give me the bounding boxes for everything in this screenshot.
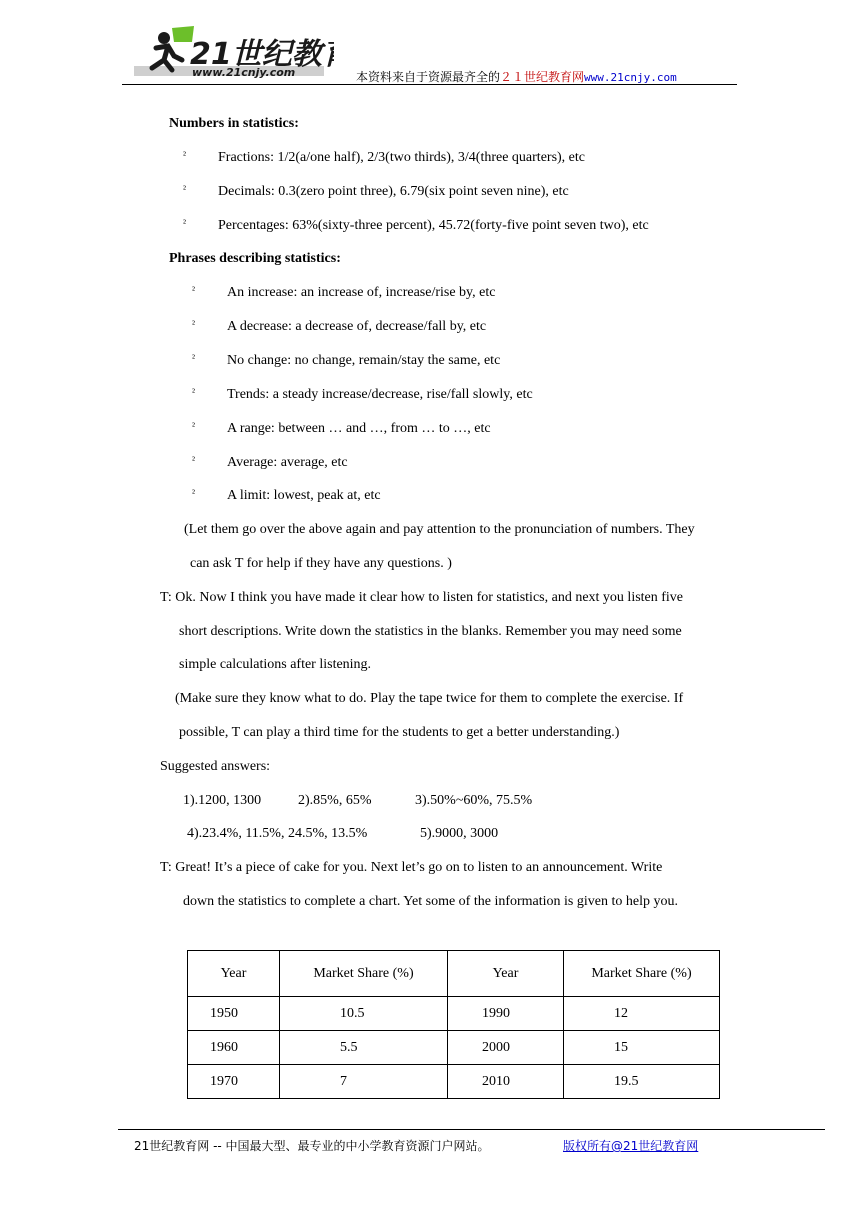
list-item: Percentages: 63%(sixty-three percent), 45.72(forty-five point seven two), etc [218, 218, 649, 233]
list-item: Average: average, etc [227, 455, 348, 470]
bullet-icon: ² [192, 387, 195, 398]
teacher-line: short descriptions. Write down the statistics in the blanks. Remember you may need some [179, 624, 682, 639]
footer-divider [118, 1129, 825, 1130]
logo-url: www.21cnjy.com [192, 66, 296, 79]
bullet-icon: ² [192, 353, 195, 364]
site-logo [134, 20, 334, 84]
teacher-line: T: Ok. Now I think you have made it clear how to listen for statistics, and next you listen five [160, 590, 684, 605]
teacher-line: T: Great! It’s a piece of cake for you. Next let’s go on to listen to an announcement. Write [160, 860, 663, 875]
teacher-line: simple calculations after listening. [179, 657, 372, 672]
table-header-cell: Year [448, 951, 564, 997]
bullet-icon: ² [192, 455, 195, 466]
list-item: A limit: lowest, peak at, etc [227, 488, 381, 503]
bullet-icon: ² [192, 488, 195, 499]
section-heading-numbers: Numbers in statistics: [169, 116, 299, 131]
table-cell: 19.5 [564, 1065, 720, 1099]
suggested-answers-label: Suggested answers: [160, 759, 271, 774]
header-note [356, 68, 677, 85]
footer-text: 21世纪教育网 -- 中国最大型、最专业的中小学教育资源门户网站。 [134, 1139, 490, 1153]
table-cell: 1950 [188, 997, 280, 1031]
table-cell: 7 [280, 1065, 448, 1099]
header-note-url[interactable]: www.21cnjy.com [584, 71, 677, 84]
table-cell: 2010 [448, 1065, 564, 1099]
list-item: A range: between … and …, from … to …, etc [227, 421, 491, 436]
market-share-table [187, 950, 720, 1099]
teacher-note: (Make sure they know what to do. Play the tape twice for them to complete the exercise. If [175, 691, 684, 706]
bullet-icon: ² [183, 150, 186, 161]
answer: 4).23.4%, 11.5%, 24.5%, 13.5% [187, 826, 368, 841]
table-cell: 5.5 [280, 1031, 448, 1065]
table-cell: 2000 [448, 1031, 564, 1065]
header-divider [122, 84, 737, 85]
list-item: Decimals: 0.3(zero point three), 6.79(six point seven nine), etc [218, 184, 569, 199]
table-row [188, 1031, 720, 1065]
table-cell: 10.5 [280, 997, 448, 1031]
table-row [188, 1065, 720, 1099]
list-item: Fractions: 1/2(a/one half), 2/3(two thirds), 3/4(three quarters), etc [218, 150, 585, 165]
copyright-link[interactable]: 版权所有@21世纪教育网 [563, 1139, 699, 1153]
bullet-icon: ² [192, 285, 195, 296]
table-row [188, 997, 720, 1031]
bullet-icon: ² [183, 184, 186, 195]
section-heading-phrases: Phrases describing statistics: [169, 251, 341, 266]
table-cell: 1960 [188, 1031, 280, 1065]
list-item: A decrease: a decrease of, decrease/fall by, etc [227, 319, 487, 334]
table-cell: 1970 [188, 1065, 280, 1099]
bullet-icon: ² [192, 421, 195, 432]
header-note-site: ２１世纪教育网 [500, 70, 585, 84]
answer: 3).50%~60%, 75.5% [415, 793, 533, 808]
table-cell: 15 [564, 1031, 720, 1065]
list-item: Trends: a steady increase/decrease, rise/fall slowly, etc [227, 387, 533, 402]
table-header-cell: Market Share (%) [564, 951, 720, 997]
logo-wordmark: 21世纪教 [190, 37, 322, 72]
bullet-icon: ² [192, 319, 195, 330]
answer: 2).85%, 65% [298, 793, 372, 808]
teacher-note: possible, T can play a third time for the students to get a better understanding.) [179, 725, 620, 740]
teacher-note: can ask T for help if they have any questions. ) [190, 556, 452, 571]
bullet-icon: ² [183, 218, 186, 229]
list-item: An increase: an increase of, increase/rise by, etc [227, 285, 496, 300]
answer: 1).1200, 1300 [183, 793, 262, 808]
teacher-note: (Let them go over the above again and pay attention to the pronunciation of numbers. They [184, 522, 695, 537]
table-cell: 12 [564, 997, 720, 1031]
table-cell: 1990 [448, 997, 564, 1031]
table-header-cell: Year [188, 951, 280, 997]
list-item: No change: no change, remain/stay the same, etc [227, 353, 501, 368]
table-header-cell: Market Share (%) [280, 951, 448, 997]
table-header-row [188, 951, 720, 997]
teacher-line: down the statistics to complete a chart. Yet some of the information is given to help you. [183, 894, 678, 909]
answer: 5).9000, 3000 [420, 826, 499, 841]
runner-logo-icon [134, 20, 334, 84]
header-note-prefix: 本资料来自于资源最齐全的 [356, 70, 501, 84]
